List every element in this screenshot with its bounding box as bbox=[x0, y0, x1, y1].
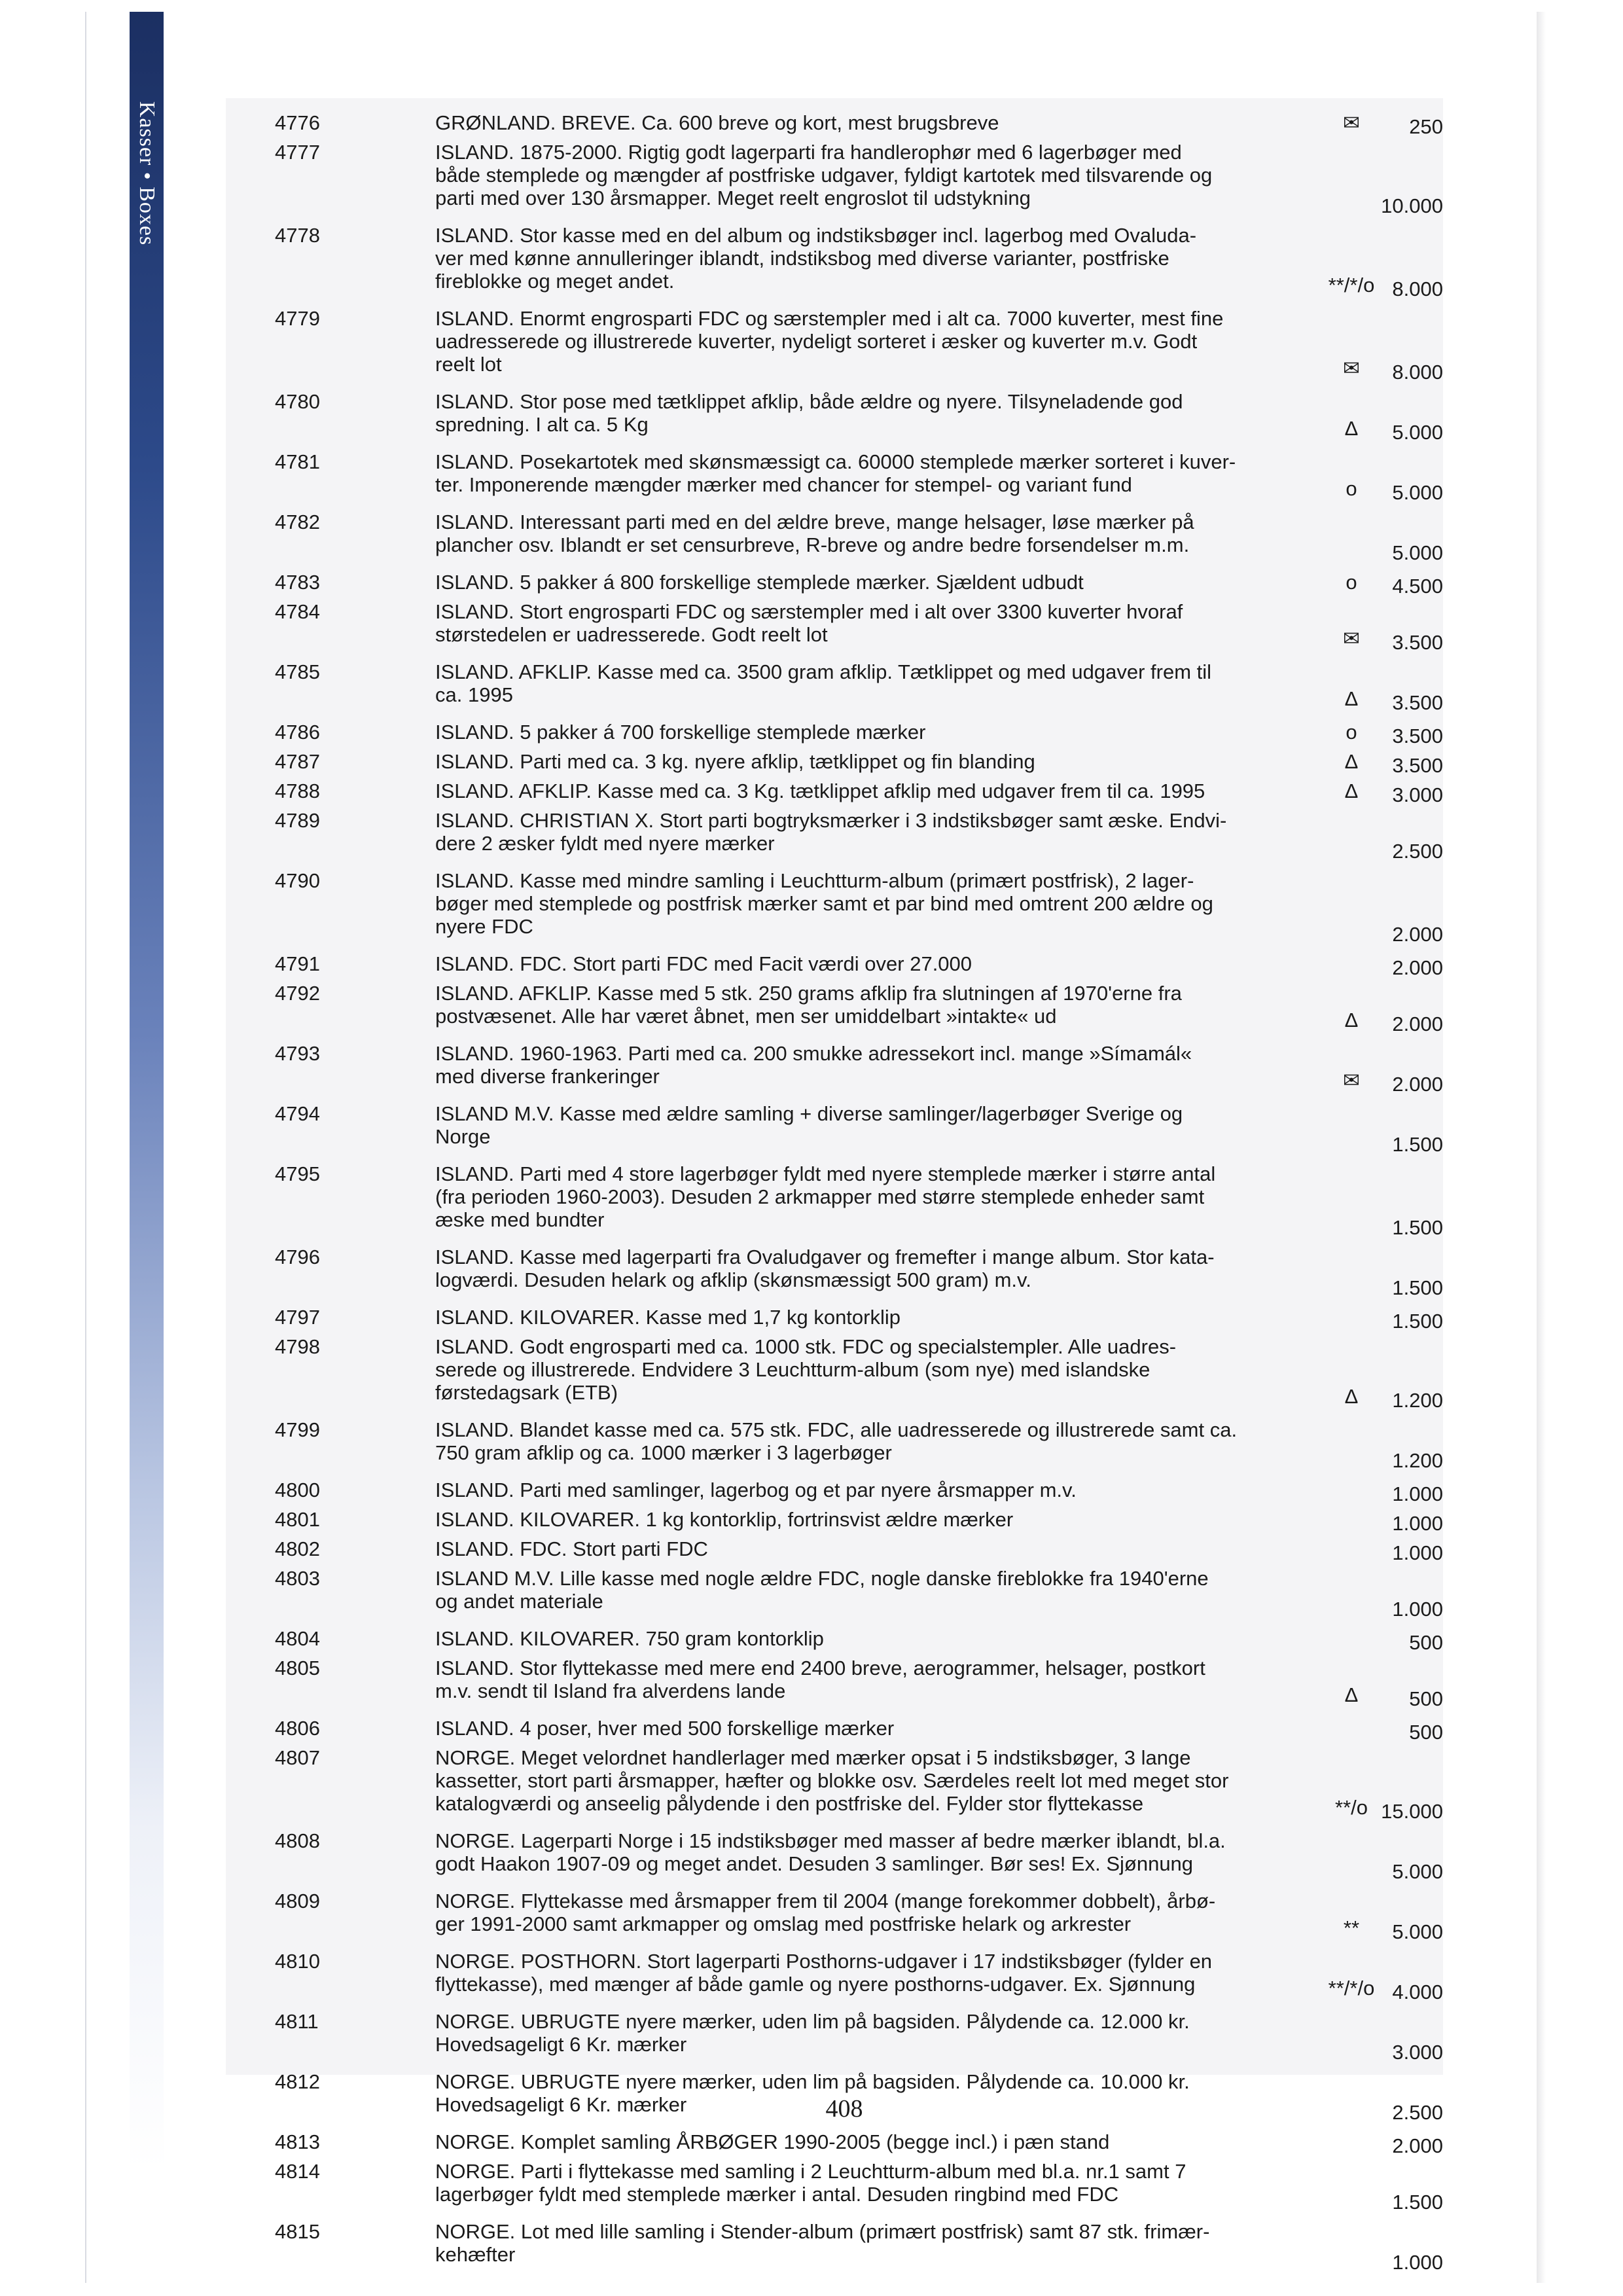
lot-description bbox=[435, 721, 1286, 744]
lot-number: 4806 bbox=[275, 1717, 320, 1740]
lot-number: 4789 bbox=[275, 809, 320, 832]
lot-description-line: NORGE. Lot med lille samling i Stender-album (primært postfrisk) samt 87 stk. frimær- bbox=[435, 2220, 1210, 2243]
lot-description-line: NORGE. POSTHORN. Stort lagerparti Posthorns-udgaver i 17 indstiksbøger (fylder en bbox=[435, 1950, 1213, 1973]
lot-price: 1.000 bbox=[1392, 1541, 1443, 1564]
section-sidebar-label: Kasser • Boxes bbox=[135, 101, 159, 246]
lot-description bbox=[435, 1567, 1286, 1613]
lot-condition: ** bbox=[1343, 1916, 1360, 1939]
lot-description-line: flyttekasse), med mænger af både gamle og nyere posthorns-udgaver. Ex. Sjønnung bbox=[435, 1973, 1196, 1996]
lot-description-line: NORGE. UBRUGTE nyere mærker, uden lim på bagsiden. Pålydende ca. 10.000 kr. bbox=[435, 2070, 1190, 2093]
lot-description-line: Hovedsageligt 6 Kr. mærker bbox=[435, 2093, 687, 2116]
lot-number: 4815 bbox=[275, 2220, 320, 2243]
lot-description-line: ISLAND M.V. Lille kasse med nogle ældre FDC, nogle danske fireblokke fra 1940'erne bbox=[435, 1567, 1209, 1590]
lot-condition: Δ bbox=[1344, 417, 1359, 440]
lot-description bbox=[435, 2160, 1286, 2206]
lot-description-line: ISLAND. Stor pose med tætklippet afklip, både ældre og nyere. Tilsyneladende god bbox=[435, 390, 1183, 413]
lot-description-line: ISLAND M.V. Kasse med ældre samling + diverse samlinger/lagerbøger Sverige og bbox=[435, 1102, 1183, 1125]
lot-price: 1.500 bbox=[1392, 1133, 1443, 1156]
lot-description-line: kassetter, stort parti årsmapper, hæfter og blokke osv. Særdeles reelt lot med meget stor bbox=[435, 1769, 1229, 1792]
lot-price: 3.500 bbox=[1392, 754, 1443, 777]
lot-description bbox=[435, 1418, 1286, 1464]
lot-description-line: NORGE. UBRUGTE nyere mærker, uden lim på bagsiden. Pålydende ca. 12.000 kr. bbox=[435, 2010, 1190, 2033]
lot-description-line: ISLAND. 1875-2000. Rigtig godt lagerparti fra handlerophør med 6 lagerbøger med bbox=[435, 141, 1182, 164]
lot-description-line: ISLAND. AFKLIP. Kasse med 5 stk. 250 grams afklip fra slutningen af 1970'erne fra bbox=[435, 982, 1182, 1005]
lot-number: 4791 bbox=[275, 952, 320, 975]
lot-description-line: førstedagsark (ETB) bbox=[435, 1381, 618, 1404]
lot-number: 4809 bbox=[275, 1890, 320, 1912]
lot-condition: **/*/o bbox=[1328, 274, 1375, 296]
lot-description-line: æske med bundter bbox=[435, 1208, 605, 1231]
lot-price: 5.000 bbox=[1392, 1860, 1443, 1883]
lot-description bbox=[435, 1950, 1286, 1996]
lot-number: 4793 bbox=[275, 1042, 320, 1065]
lot-description bbox=[435, 1657, 1286, 1702]
lot-description-line: med diverse frankeringer bbox=[435, 1065, 660, 1088]
lot-number: 4797 bbox=[275, 1306, 320, 1329]
lot-description-line: NORGE. Meget velordnet handlerlager med mærker opsat i 5 indstiksbøger, 3 lange bbox=[435, 1746, 1191, 1769]
lot-price: 1.500 bbox=[1392, 2191, 1443, 2214]
lot-number: 4800 bbox=[275, 1479, 320, 1501]
lot-price: 8.000 bbox=[1392, 278, 1443, 300]
lot-number: 4799 bbox=[275, 1418, 320, 1441]
lot-number: 4784 bbox=[275, 600, 320, 623]
lot-price: 3.500 bbox=[1392, 631, 1443, 654]
lot-condition: Δ bbox=[1344, 687, 1359, 710]
lot-number: 4778 bbox=[275, 224, 320, 247]
lot-number: 4801 bbox=[275, 1508, 320, 1531]
lot-description-line: (fra perioden 1960-2003). Desuden 2 arkmapper med større stemplede enheder samt bbox=[435, 1185, 1205, 1208]
lot-description-line: ISLAND. AFKLIP. Kasse med ca. 3500 gram afklip. Tætklippet og med udgaver frem til bbox=[435, 660, 1212, 683]
lot-number: 4795 bbox=[275, 1162, 320, 1185]
lot-description-line: NORGE. Lagerparti Norge i 15 indstiksbøger med masser af bedre mærker iblandt, bl.a. bbox=[435, 1829, 1226, 1852]
lot-price: 1.200 bbox=[1392, 1389, 1443, 1412]
section-sidebar-label-box bbox=[130, 85, 163, 262]
lot-description bbox=[435, 1162, 1286, 1231]
lot-description-line: parti med over 130 årsmapper. Meget reelt engroslot til udstykning bbox=[435, 187, 1031, 209]
lot-description-line: ISLAND. Parti med ca. 3 kg. nyere afklip, tætklippet og fin blanding bbox=[435, 750, 1035, 773]
lot-price: 250 bbox=[1409, 115, 1443, 138]
lot-number: 4798 bbox=[275, 1335, 320, 1358]
lot-description bbox=[435, 1627, 1286, 1650]
lot-description bbox=[435, 111, 1286, 134]
lot-description bbox=[435, 224, 1286, 293]
lot-description-line: ter. Imponerende mængder mærker med chancer for stempel- og variant fund bbox=[435, 473, 1132, 496]
lot-description-line: nyere FDC bbox=[435, 915, 533, 938]
lot-description-line: dere 2 æsker fyldt med nyere mærker bbox=[435, 832, 775, 855]
lot-number: 4790 bbox=[275, 869, 320, 892]
page-edge-shadow bbox=[1537, 12, 1546, 2283]
lot-description-line: ISLAND. 4 poser, hver med 500 forskellige mærker bbox=[435, 1717, 895, 1740]
lot-description bbox=[435, 1479, 1286, 1501]
lot-number: 4786 bbox=[275, 721, 320, 744]
lot-description-line: reelt lot bbox=[435, 353, 502, 376]
lot-description-line: ISLAND. Interessant parti med en del ældre breve, mange helsager, løse mærker på bbox=[435, 511, 1194, 533]
lot-description bbox=[435, 982, 1286, 1028]
lot-price: 3.000 bbox=[1392, 783, 1443, 806]
lot-price: 2.500 bbox=[1392, 2101, 1443, 2124]
lot-number: 4807 bbox=[275, 1746, 320, 1769]
lot-description-line: ISLAND. Kasse med mindre samling i Leuchtturm-album (primært postfrisk), 2 lager- bbox=[435, 869, 1194, 892]
lot-description bbox=[435, 1746, 1286, 1815]
lot-price: 5.000 bbox=[1392, 1920, 1443, 1943]
lot-price: 500 bbox=[1409, 1721, 1443, 1744]
lot-description-line: ISLAND. Kasse med lagerparti fra Ovaludgaver og fremefter i mange album. Stor kata- bbox=[435, 1246, 1215, 1268]
lot-description-line: ISLAND. 5 pakker á 700 forskellige stemplede mærker bbox=[435, 721, 926, 744]
lot-number: 4792 bbox=[275, 982, 320, 1005]
lot-description bbox=[435, 750, 1286, 773]
lot-description bbox=[435, 660, 1286, 706]
lot-number: 4813 bbox=[275, 2130, 320, 2153]
lot-description-line: m.v. sendt til Island fra alverdens lande bbox=[435, 1679, 786, 1702]
lot-description-line: plancher osv. Iblandt er set censurbreve, R-breve og andre bedre forsendelser m.m. bbox=[435, 533, 1190, 556]
lot-number: 4814 bbox=[275, 2160, 320, 2183]
lot-description bbox=[435, 1246, 1286, 1291]
lot-description bbox=[435, 2010, 1286, 2056]
lot-description-line: ISLAND. Parti med samlinger, lagerbog og et par nyere årsmapper m.v. bbox=[435, 1479, 1077, 1501]
lot-price: 500 bbox=[1409, 1687, 1443, 1710]
lot-description-line: NORGE. Parti i flyttekasse med samling i 2 Leuchtturm-album med bl.a. nr.1 samt 7 bbox=[435, 2160, 1186, 2183]
lot-number: 4805 bbox=[275, 1657, 320, 1679]
lot-description bbox=[435, 1102, 1286, 1148]
lot-description-line: ISLAND. Stort engrosparti FDC og særstempler med i alt over 3300 kuverter hvoraf bbox=[435, 600, 1183, 623]
lot-price: 2.500 bbox=[1392, 840, 1443, 863]
lot-description bbox=[435, 1890, 1286, 1935]
lot-condition: Δ bbox=[1344, 750, 1359, 773]
lot-description bbox=[435, 571, 1286, 594]
lot-description bbox=[435, 1717, 1286, 1740]
lot-price: 1.500 bbox=[1392, 1276, 1443, 1299]
lot-number: 4802 bbox=[275, 1537, 320, 1560]
lot-description-line: ISLAND. KILOVARER. 750 gram kontorklip bbox=[435, 1627, 824, 1650]
lot-number: 4780 bbox=[275, 390, 320, 413]
lot-description-line: størstedelen er uadresserede. Godt reelt lot bbox=[435, 623, 828, 646]
lot-price: 1.000 bbox=[1392, 1512, 1443, 1535]
lot-description-line: katalogværdi og anseelig pålydende i den postfriske del. Fylder stor flyttekasse bbox=[435, 1792, 1144, 1815]
lot-number: 4794 bbox=[275, 1102, 320, 1125]
lot-price: 5.000 bbox=[1392, 481, 1443, 504]
cover-symbol-icon: ✉ bbox=[1343, 627, 1360, 650]
lot-price: 2.000 bbox=[1392, 923, 1443, 946]
lot-price: 2.000 bbox=[1392, 956, 1443, 979]
lot-price: 1.200 bbox=[1392, 1449, 1443, 1472]
lot-description-line: ISLAND. FDC. Stort parti FDC bbox=[435, 1537, 708, 1560]
lot-description-line: lagerbøger fyldt med stemplede mærker i antal. Desuden ringbind med FDC bbox=[435, 2183, 1119, 2206]
lot-price: 5.000 bbox=[1392, 421, 1443, 444]
lot-description bbox=[435, 1335, 1286, 1404]
lot-description-line: 750 gram afklip og ca. 1000 mærker i 3 lagerbøger bbox=[435, 1441, 892, 1464]
lot-price: 2.000 bbox=[1392, 2134, 1443, 2157]
lot-description-line: ISLAND. CHRISTIAN X. Stort parti bogtryksmærker i 3 indstiksbøger samt æske. Endvi- bbox=[435, 809, 1227, 832]
lot-price: 1.000 bbox=[1392, 1598, 1443, 1621]
lot-description-line: ISLAND. KILOVARER. 1 kg kontorklip, fortrinsvist ældre mærker bbox=[435, 1508, 1014, 1531]
lot-description-line: ISLAND. Parti med 4 store lagerbøger fyldt med nyere stemplede mærker i større antal bbox=[435, 1162, 1216, 1185]
lot-description bbox=[435, 780, 1286, 802]
lot-description bbox=[435, 450, 1286, 496]
lot-description bbox=[435, 1829, 1286, 1875]
lot-number: 4788 bbox=[275, 780, 320, 802]
lot-number: 4783 bbox=[275, 571, 320, 594]
lot-number: 4808 bbox=[275, 1829, 320, 1852]
lot-description-line: ISLAND. Stor flyttekasse med mere end 2400 breve, aerogrammer, helsager, postkort bbox=[435, 1657, 1205, 1679]
lot-description-line: ISLAND. AFKLIP. Kasse med ca. 3 Kg. tætklippet afklip med udgaver frem til ca. 1995 bbox=[435, 780, 1205, 802]
lot-description bbox=[435, 511, 1286, 556]
lot-price: 2.000 bbox=[1392, 1073, 1443, 1096]
lot-description bbox=[435, 600, 1286, 646]
lot-description bbox=[435, 307, 1286, 376]
lot-condition: **/*/o bbox=[1328, 1977, 1375, 2000]
lot-number: 4776 bbox=[275, 111, 320, 134]
lot-price: 10.000 bbox=[1381, 194, 1443, 217]
lot-price: 500 bbox=[1409, 1631, 1443, 1654]
lot-description-line: ISLAND. 1960-1963. Parti med ca. 200 smukke adressekort incl. mange »Símamál« bbox=[435, 1042, 1192, 1065]
lot-price: 5.000 bbox=[1392, 541, 1443, 564]
lot-condition: o bbox=[1346, 721, 1357, 744]
lot-description-line: ca. 1995 bbox=[435, 683, 513, 706]
lot-description-line: og andet materiale bbox=[435, 1590, 603, 1613]
lot-description-line: ISLAND. Blandet kasse med ca. 575 stk. FDC, alle uadresserede og illustrerede samt ca. bbox=[435, 1418, 1238, 1441]
lot-description-line: ISLAND. FDC. Stort parti FDC med Facit værdi over 27.000 bbox=[435, 952, 972, 975]
lot-price: 4.500 bbox=[1392, 575, 1443, 598]
lot-description-line: Norge bbox=[435, 1125, 491, 1148]
lot-number: 4811 bbox=[275, 2010, 319, 2033]
lot-number: 4812 bbox=[275, 2070, 320, 2093]
lot-condition: Δ bbox=[1344, 1683, 1359, 1706]
lot-condition: Δ bbox=[1344, 780, 1359, 802]
lot-description-line: ISLAND. Godt engrosparti med ca. 1000 stk. FDC og specialstempler. Alle uadres- bbox=[435, 1335, 1177, 1358]
section-sidebar bbox=[130, 12, 164, 2283]
lot-condition: o bbox=[1346, 477, 1357, 500]
lot-condition: o bbox=[1346, 571, 1357, 594]
lot-description-line: uadresserede og illustrerede kuverter, nydeligt sorteret i æsker og kuverter m.v. Godt bbox=[435, 330, 1198, 353]
lot-price: 1.000 bbox=[1392, 2251, 1443, 2274]
lot-description-line: bøger med stemplede og postfrisk mærker samt et par bind med omtrent 200 ældre og bbox=[435, 892, 1213, 915]
lot-description-line: GRØNLAND. BREVE. Ca. 600 breve og kort, mest brugsbreve bbox=[435, 111, 999, 134]
lot-description-line: serede og illustrerede. Endvidere 3 Leuchtturm-album (som nye) med islandske bbox=[435, 1358, 1150, 1381]
lot-description bbox=[435, 1537, 1286, 1560]
lot-condition: Δ bbox=[1344, 1009, 1359, 1031]
lot-description-line: kehæfter bbox=[435, 2243, 516, 2266]
lot-description-line: ver med kønne annulleringer iblandt, indstiksbog med diverse varianter, postfriske bbox=[435, 247, 1169, 270]
lot-number: 4787 bbox=[275, 750, 320, 773]
lot-description bbox=[435, 2130, 1286, 2153]
lot-description-line: ISLAND. 5 pakker á 800 forskellige stemplede mærker. Sjældent udbudt bbox=[435, 571, 1084, 594]
lot-description-line: ISLAND. Posekartotek med skønsmæssigt ca. 60000 stemplede mærker sorteret i kuver- bbox=[435, 450, 1236, 473]
lot-number: 4796 bbox=[275, 1246, 320, 1268]
cover-symbol-icon: ✉ bbox=[1343, 111, 1360, 134]
lot-price: 1.500 bbox=[1392, 1310, 1443, 1333]
lot-price: 1.500 bbox=[1392, 1216, 1443, 1239]
cover-symbol-icon: ✉ bbox=[1343, 1069, 1360, 1092]
page-number: 408 bbox=[825, 2095, 863, 2123]
lot-number: 4810 bbox=[275, 1950, 320, 1973]
lot-description-line: ger 1991-2000 samt arkmapper og omslag med postfriske helark og arkrester bbox=[435, 1912, 1132, 1935]
lot-price: 4.000 bbox=[1392, 1981, 1443, 2003]
lot-description bbox=[435, 2220, 1286, 2266]
lot-description bbox=[435, 1508, 1286, 1531]
lot-description-line: logværdi. Desuden helark og afklip (skønsmæssigt 500 gram) m.v. bbox=[435, 1268, 1031, 1291]
lot-price: 3.500 bbox=[1392, 691, 1443, 714]
lot-price: 1.000 bbox=[1392, 1482, 1443, 1505]
lot-description-line: godt Haakon 1907-09 og meget andet. Desuden 3 samlinger. Bør ses! Ex. Sjønnung bbox=[435, 1852, 1194, 1875]
lot-price: 8.000 bbox=[1392, 361, 1443, 384]
lot-price: 3.500 bbox=[1392, 725, 1443, 747]
lot-description-line: NORGE. Flyttekasse med årsmapper frem til 2004 (mange forekommer dobbelt), årbø- bbox=[435, 1890, 1216, 1912]
lot-description-line: postvæsenet. Alle har været åbnet, men ser umiddelbart »intakte« ud bbox=[435, 1005, 1057, 1028]
lot-number: 4782 bbox=[275, 511, 320, 533]
lot-condition: Δ bbox=[1344, 1385, 1359, 1408]
lot-description-line: ISLAND. KILOVARER. Kasse med 1,7 kg kontorklip bbox=[435, 1306, 901, 1329]
lot-number: 4781 bbox=[275, 450, 320, 473]
lot-description bbox=[435, 809, 1286, 855]
lot-description-line: både stemplede og mængder af postfriske udgaver, fyldigt kartotek med tilsvarende og bbox=[435, 164, 1213, 187]
lot-number: 4803 bbox=[275, 1567, 320, 1590]
cover-symbol-icon: ✉ bbox=[1343, 357, 1360, 380]
lot-number: 4777 bbox=[275, 141, 320, 164]
lot-price: 2.000 bbox=[1392, 1013, 1443, 1035]
lot-description bbox=[435, 141, 1286, 209]
lot-number: 4785 bbox=[275, 660, 320, 683]
lot-description bbox=[435, 390, 1286, 436]
lot-description bbox=[435, 1306, 1286, 1329]
lot-description-line: NORGE. Komplet samling ÅRBØGER 1990-2005 (begge incl.) i pæn stand bbox=[435, 2130, 1110, 2153]
lot-description bbox=[435, 869, 1286, 938]
lot-price: 3.000 bbox=[1392, 2041, 1443, 2064]
lot-description bbox=[435, 1042, 1286, 1088]
lot-description-line: fireblokke og meget andet. bbox=[435, 270, 675, 293]
lot-description-line: ISLAND. Enormt engrosparti FDC og særstempler med i alt ca. 7000 kuverter, mest fine bbox=[435, 307, 1224, 330]
lot-condition: **/o bbox=[1335, 1796, 1368, 1819]
lot-number: 4804 bbox=[275, 1627, 320, 1650]
lot-description-line: Hovedsageligt 6 Kr. mærker bbox=[435, 2033, 687, 2056]
lot-number: 4779 bbox=[275, 307, 320, 330]
lot-price: 15.000 bbox=[1381, 1800, 1443, 1823]
lot-description-line: spredning. I alt ca. 5 Kg bbox=[435, 413, 649, 436]
lot-description bbox=[435, 952, 1286, 975]
lot-description-line: ISLAND. Stor kasse med en del album og indstiksbøger incl. lagerbog med Ovaluda- bbox=[435, 224, 1197, 247]
